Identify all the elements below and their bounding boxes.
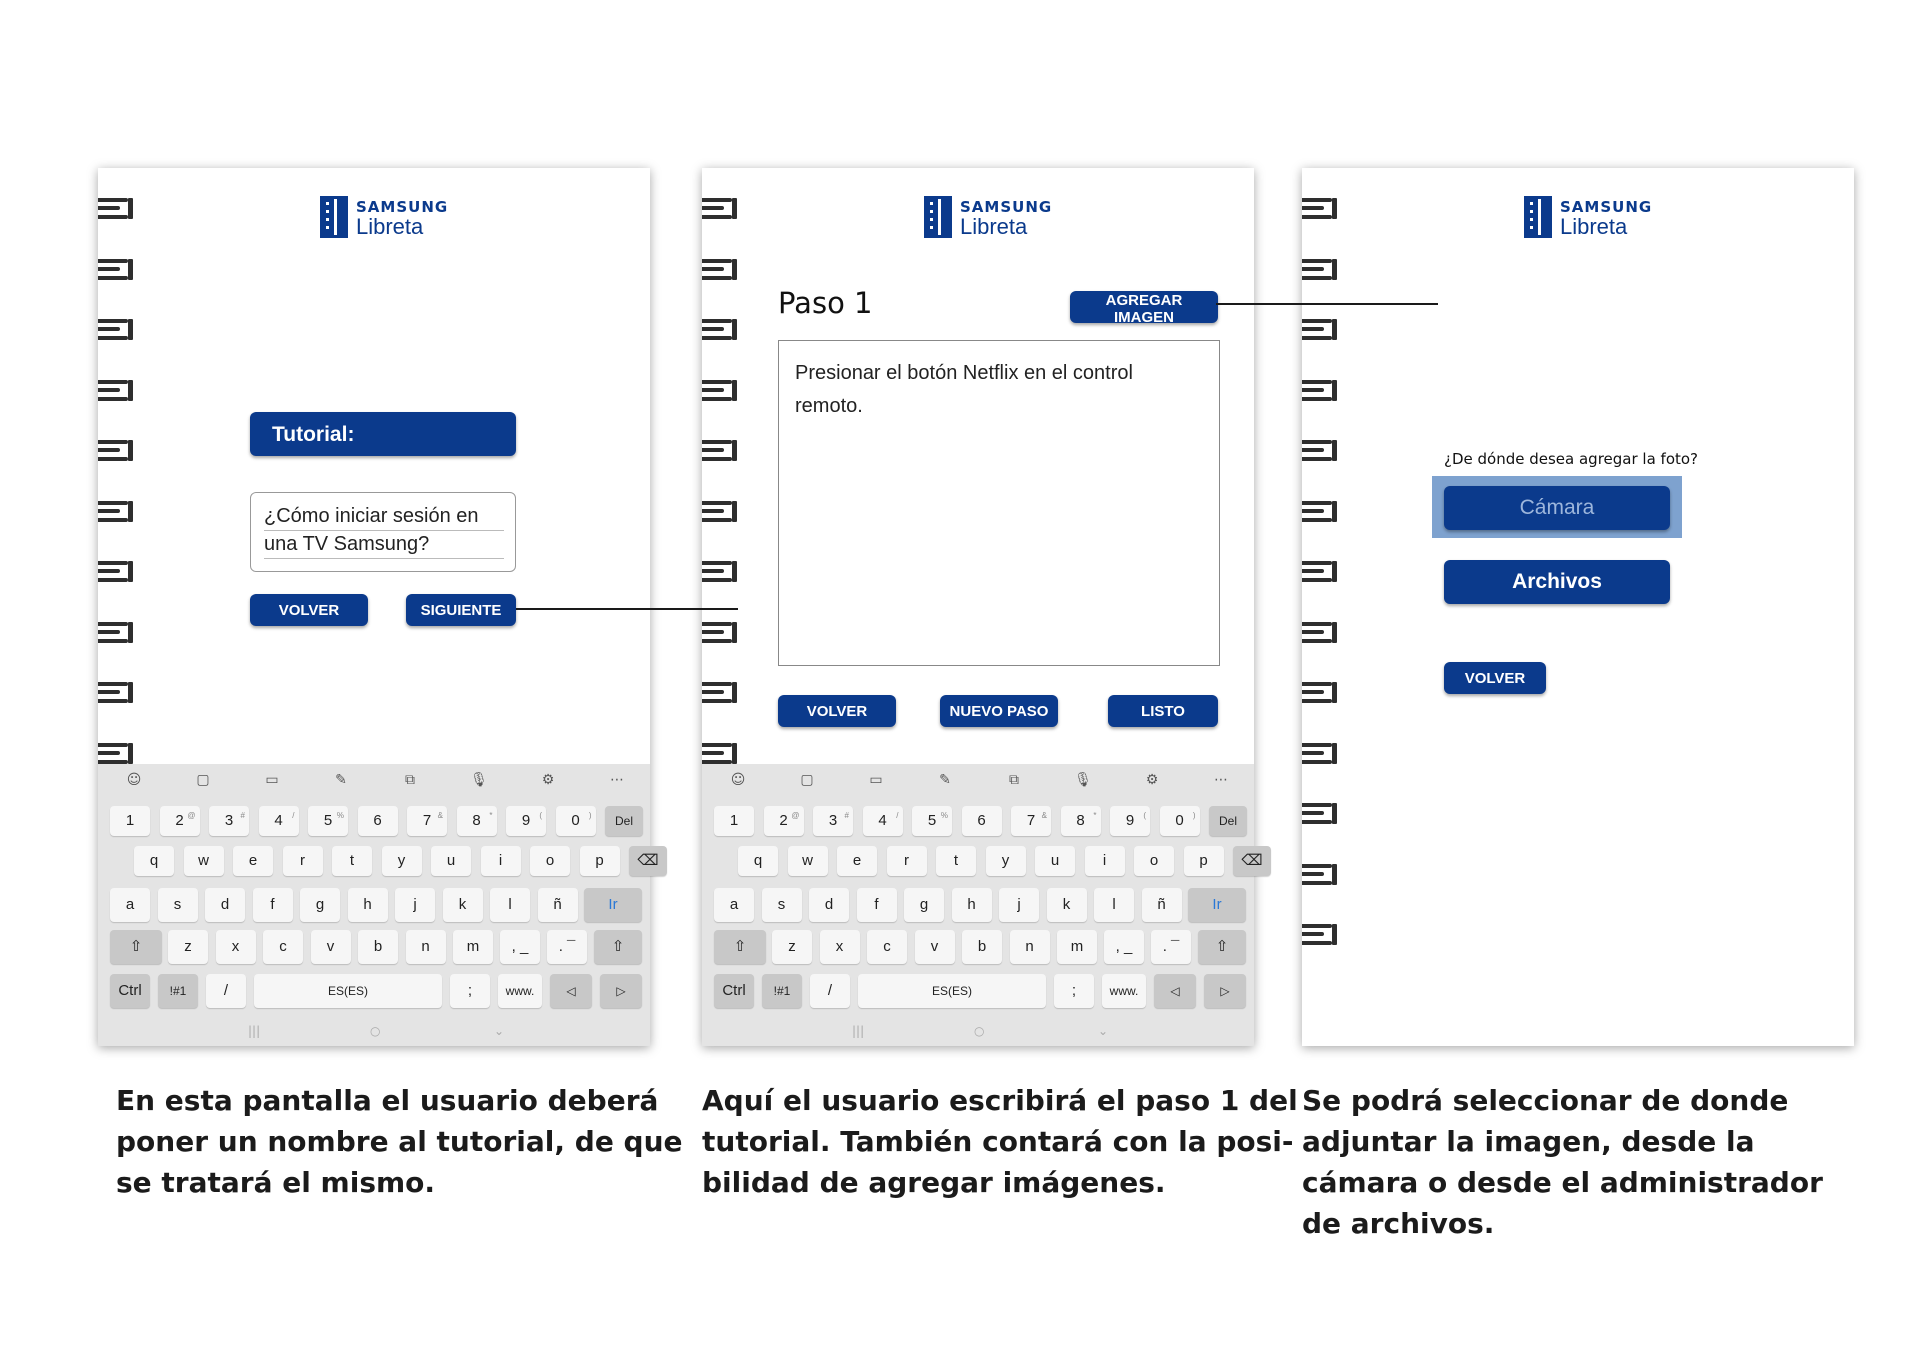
cursor-right-key[interactable]: ▷ (600, 974, 642, 1008)
key-r[interactable]: r (283, 846, 323, 876)
spiral-ring (98, 501, 136, 527)
key-u[interactable]: u (1035, 846, 1075, 876)
back-button[interactable]: VOLVER (778, 695, 896, 727)
key-k[interactable]: k (443, 888, 483, 922)
shift-key-right[interactable]: ⇧ (1198, 930, 1246, 964)
back-button[interactable]: VOLVER (250, 594, 368, 626)
slash-key[interactable]: / (810, 974, 850, 1008)
key-c[interactable]: c (867, 930, 907, 964)
key-x[interactable]: x (820, 930, 860, 964)
key-6[interactable]: 6 (962, 806, 1002, 836)
spiral-ring (98, 198, 136, 224)
go-key[interactable]: Ir (1188, 888, 1246, 922)
clipboard-icon[interactable]: ⧉ (405, 772, 415, 788)
samsung-libreta-logo: SAMSUNG Libreta (320, 196, 460, 240)
key-e[interactable]: e (233, 846, 273, 876)
connector-line-2 (1216, 303, 1438, 305)
key-ñ[interactable]: ñ (1142, 888, 1182, 922)
spiral-ring (98, 622, 136, 648)
caption-3: Se podrá seleccionar de donde adjuntar la imagen, desde la cámara o desde el administrador de archivos. (1302, 1084, 1823, 1240)
on-screen-keyboard (98, 764, 659, 1046)
key-2[interactable]: 2 @ (764, 806, 804, 836)
cursor-left-key[interactable]: ◁ (550, 974, 592, 1008)
spiral-ring (98, 561, 136, 587)
key-b[interactable]: b (358, 930, 398, 964)
key-v[interactable]: v (915, 930, 955, 964)
spiral-ring (1302, 440, 1340, 466)
key-h[interactable]: h (348, 888, 388, 922)
key-q[interactable]: q (134, 846, 174, 876)
spiral-ring (702, 682, 740, 708)
settings-icon[interactable]: ⚙ (541, 772, 555, 788)
next-button[interactable]: SIGUIENTE (406, 594, 516, 626)
key-j[interactable]: j (395, 888, 435, 922)
spiral-ring (702, 259, 740, 285)
new-step-button[interactable]: NUEVO PASO (940, 695, 1058, 727)
key-3[interactable]: 3 # (813, 806, 853, 836)
samsung-libreta-logo: SAMSUNG Libreta (1524, 196, 1664, 240)
key-y[interactable]: y (382, 846, 422, 876)
key-7[interactable]: 7 & (407, 806, 447, 836)
key-5[interactable]: 5 % (912, 806, 952, 836)
key-6[interactable]: 6 (358, 806, 398, 836)
comma-key[interactable]: , _ (1104, 930, 1144, 964)
delete-key[interactable]: Del (605, 806, 643, 836)
spiral-ring (1302, 803, 1340, 829)
spiral-ring (702, 561, 740, 587)
key-9[interactable]: 9 ( (506, 806, 546, 836)
cursor-right-key[interactable]: ▷ (1204, 974, 1246, 1008)
emoji-icon[interactable]: ☺ (126, 772, 142, 788)
key-b[interactable]: b (962, 930, 1002, 964)
key-i[interactable]: i (1085, 846, 1125, 876)
screen-image-source (1302, 168, 1854, 1046)
ctrl-key[interactable]: Ctrl (110, 974, 150, 1008)
key-x[interactable]: x (216, 930, 256, 964)
nav-home-icon[interactable]: ○ (974, 1024, 985, 1038)
key-3[interactable]: 3 # (209, 806, 249, 836)
key-4[interactable]: 4 / (863, 806, 903, 836)
key-g[interactable]: g (300, 888, 340, 922)
spiral-ring (98, 380, 136, 406)
caption-2: Aquí el usuario escribirá el paso 1 del tutorial. También contará con la posi- bilidad de agregar imágenes. (702, 1084, 1298, 1199)
space-key[interactable]: ES(ES) (858, 974, 1046, 1008)
add-image-button[interactable]: AGREGAR IMAGEN (1070, 291, 1218, 323)
key-y[interactable]: y (986, 846, 1026, 876)
step-title: Paso 1 (778, 286, 873, 320)
key-a[interactable]: a (714, 888, 754, 922)
step-text-line-1: Presionar el botón Netflix en el control (795, 362, 1133, 384)
on-screen-keyboard (702, 764, 1263, 1046)
spiral-ring (1302, 924, 1340, 950)
go-key[interactable]: Ir (584, 888, 642, 922)
shift-key[interactable]: ⇧ (110, 930, 162, 964)
key-t[interactable]: t (936, 846, 976, 876)
key-k[interactable]: k (1047, 888, 1087, 922)
spiral-ring (702, 380, 740, 406)
spiral-ring (1302, 380, 1340, 406)
key-0[interactable]: 0 ) (556, 806, 596, 836)
delete-key[interactable]: Del (1209, 806, 1247, 836)
backspace-key[interactable]: ⌫ (1233, 846, 1271, 876)
spiral-ring (702, 440, 740, 466)
spiral-ring (98, 440, 136, 466)
key-f[interactable]: f (857, 888, 897, 922)
key-c[interactable]: c (263, 930, 303, 964)
done-button[interactable]: LISTO (1108, 695, 1218, 727)
key-r[interactable]: r (887, 846, 927, 876)
key-t[interactable]: t (332, 846, 372, 876)
spiral-ring (1302, 259, 1340, 285)
tutorial-name-line-2: una TV Samsung? (264, 533, 504, 559)
step-text-line-2: remoto. (795, 395, 863, 417)
nav-recents-icon[interactable]: ||| (852, 1024, 865, 1038)
key-s[interactable]: s (762, 888, 802, 922)
key-5[interactable]: 5 % (308, 806, 348, 836)
key-9[interactable]: 9 ( (1110, 806, 1150, 836)
symbols-key[interactable]: !#1 (762, 974, 802, 1008)
shift-key-right[interactable]: ⇧ (594, 930, 642, 964)
spiral-ring (702, 319, 740, 345)
spiral-ring (702, 501, 740, 527)
spiral-ring (702, 622, 740, 648)
handwriting-icon[interactable]: ✎ (939, 772, 951, 788)
key-l[interactable]: l (490, 888, 530, 922)
key-m[interactable]: m (453, 930, 493, 964)
key-ñ[interactable]: ñ (538, 888, 578, 922)
samsung-libreta-logo: SAMSUNG Libreta (924, 196, 1064, 240)
spiral-ring (1302, 561, 1340, 587)
spiral-ring (1302, 319, 1340, 345)
caption-1: En esta pantalla el usuario deberá poner un nombre al tutorial, de que se tratará el mismo. (116, 1084, 683, 1199)
key-d[interactable]: d (809, 888, 849, 922)
camera-button[interactable]: Cámara (1444, 486, 1670, 530)
key-g[interactable]: g (904, 888, 944, 922)
files-button[interactable]: Archivos (1444, 560, 1670, 604)
period-key[interactable]: . ¯ (1151, 930, 1191, 964)
www-key[interactable]: www. (1102, 974, 1146, 1008)
key-4[interactable]: 4 / (259, 806, 299, 836)
key-n[interactable]: n (406, 930, 446, 964)
nav-back-icon[interactable]: ⌄ (1098, 1024, 1109, 1038)
spiral-ring (98, 682, 136, 708)
key-i[interactable]: i (481, 846, 521, 876)
screen-name-tutorial (98, 168, 659, 1046)
nav-recents-icon[interactable]: ||| (248, 1024, 261, 1038)
key-o[interactable]: o (530, 846, 570, 876)
symbols-key[interactable]: !#1 (158, 974, 198, 1008)
key-w[interactable]: w (184, 846, 224, 876)
spiral-ring (1302, 622, 1340, 648)
key-m[interactable]: m (1057, 930, 1097, 964)
step-text-area[interactable] (778, 340, 1220, 666)
sticker-icon[interactable]: ▢ (800, 772, 814, 788)
key-l[interactable]: l (1094, 888, 1134, 922)
gif-icon[interactable]: ▭ (869, 772, 883, 788)
backspace-key[interactable]: ⌫ (629, 846, 667, 876)
gif-icon[interactable]: ▭ (265, 772, 279, 788)
key-a[interactable]: a (110, 888, 150, 922)
key-1[interactable]: 1 (110, 806, 150, 836)
mic-icon[interactable]: 🎙 (470, 772, 488, 788)
nav-back-icon[interactable]: ⌄ (494, 1024, 505, 1038)
emoji-icon[interactable]: ☺ (730, 772, 746, 788)
key-8[interactable]: 8 * (1061, 806, 1101, 836)
mic-icon[interactable]: 🎙 (1074, 772, 1092, 788)
key-f[interactable]: f (253, 888, 293, 922)
tutorial-name-input[interactable] (250, 492, 516, 572)
spiral-ring (1302, 501, 1340, 527)
back-button[interactable]: VOLVER (1444, 662, 1546, 694)
comma-key[interactable]: , _ (500, 930, 540, 964)
key-e[interactable]: e (837, 846, 877, 876)
clipboard-icon[interactable]: ⧉ (1009, 772, 1019, 788)
more-icon[interactable]: ⋯ (610, 772, 624, 788)
more-icon[interactable]: ⋯ (1214, 772, 1228, 788)
key-0[interactable]: 0 ) (1160, 806, 1200, 836)
spiral-ring (1302, 682, 1340, 708)
key-o[interactable]: o (1134, 846, 1174, 876)
key-q[interactable]: q (738, 846, 778, 876)
image-source-question: ¿De dónde desea agregar la foto? (1444, 450, 1699, 468)
semicolon-key[interactable]: ; (450, 974, 490, 1008)
www-key[interactable]: www. (498, 974, 542, 1008)
settings-icon[interactable]: ⚙ (1145, 772, 1159, 788)
tutorial-label-bar (250, 412, 516, 456)
key-7[interactable]: 7 & (1011, 806, 1051, 836)
cursor-left-key[interactable]: ◁ (1154, 974, 1196, 1008)
sticker-icon[interactable]: ▢ (196, 772, 210, 788)
tutorial-name-line-1: ¿Cómo iniciar sesión en (264, 505, 504, 531)
space-key[interactable]: ES(ES) (254, 974, 442, 1008)
spiral-ring (1302, 864, 1340, 890)
key-u[interactable]: u (431, 846, 471, 876)
ctrl-key[interactable]: Ctrl (714, 974, 754, 1008)
key-h[interactable]: h (952, 888, 992, 922)
nav-home-icon[interactable]: ○ (370, 1024, 381, 1038)
connector-line-1 (516, 608, 738, 610)
spiral-ring (98, 259, 136, 285)
key-1[interactable]: 1 (714, 806, 754, 836)
key-z[interactable]: z (168, 930, 208, 964)
semicolon-key[interactable]: ; (1054, 974, 1094, 1008)
key-j[interactable]: j (999, 888, 1039, 922)
key-p[interactable]: p (1184, 846, 1224, 876)
handwriting-icon[interactable]: ✎ (335, 772, 347, 788)
key-2[interactable]: 2 @ (160, 806, 200, 836)
shift-key[interactable]: ⇧ (714, 930, 766, 964)
key-z[interactable]: z (772, 930, 812, 964)
period-key[interactable]: . ¯ (547, 930, 587, 964)
key-n[interactable]: n (1010, 930, 1050, 964)
screen-step-editor (702, 168, 1263, 1046)
key-d[interactable]: d (205, 888, 245, 922)
spiral-ring (1302, 743, 1340, 769)
slash-key[interactable]: / (206, 974, 246, 1008)
key-p[interactable]: p (580, 846, 620, 876)
spiral-ring (702, 198, 740, 224)
spiral-ring (98, 319, 136, 345)
key-8[interactable]: 8 * (457, 806, 497, 836)
key-v[interactable]: v (311, 930, 351, 964)
tutorial-label: Tutorial: (272, 423, 355, 446)
key-w[interactable]: w (788, 846, 828, 876)
key-s[interactable]: s (158, 888, 198, 922)
spiral-ring (1302, 198, 1340, 224)
